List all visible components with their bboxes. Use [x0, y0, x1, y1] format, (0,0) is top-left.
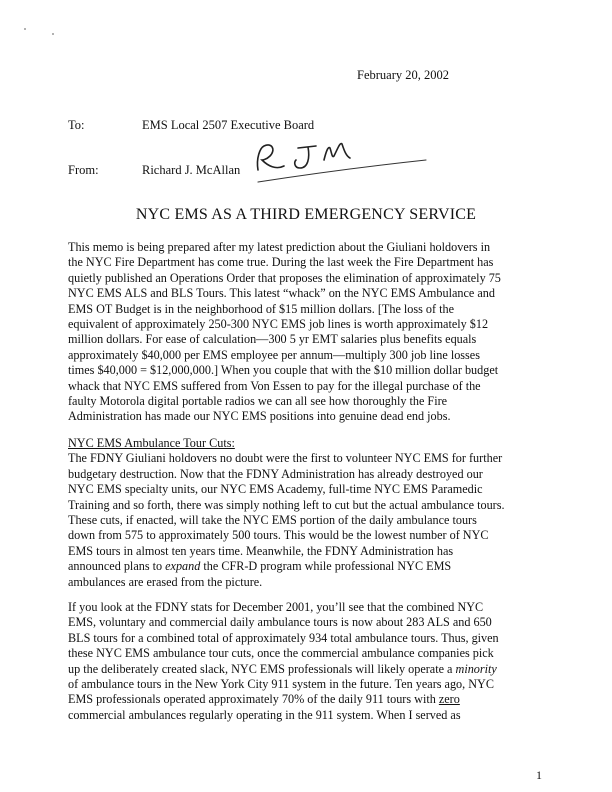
text-line: NYC EMS specialty units, our NYC EMS Academy, full-time NYC EMS Paramedic: [68, 482, 483, 497]
text-line: whack that NYC EMS suffered from Von Essen to pay for the illegal purchase of the: [68, 378, 481, 393]
to-recipient: EMS Local 2507 Executive Board: [142, 118, 315, 132]
emphasis-text: minority: [455, 661, 497, 676]
text-line: million dollars. For ease of calculation—300 5 yr EMT salaries plus benefits equals: [68, 332, 477, 347]
text-line: EMS OT Budget is in the neighborhood of $15 million dollars. [The loss of the: [68, 301, 455, 316]
memo-title: NYC EMS AS A THIRD EMERGENCY SERVICE: [135, 206, 477, 223]
paragraph-2: [68, 436, 556, 590]
text-line: faulty Motorola digital portable radios we can all see how thoroughly the Fire: [68, 394, 448, 409]
handwritten-signature: [250, 136, 430, 184]
text-line: The FDNY Giuliani holdovers no doubt were the first to volunteer NYC EMS for further: [68, 451, 503, 466]
emphasis-text: expand: [165, 559, 201, 574]
section-heading: NYC EMS Ambulance Tour Cuts:: [68, 436, 235, 450]
text-line: budgetary destruction. Now that the FDNY Administration has already destroyed our: [68, 466, 483, 481]
text-line: Administration has made our NYC EMS positions into genuine dead end jobs.: [68, 409, 451, 424]
text-line: BLS tours for a combined total of approximately 934 total ambulance tours. Thus, given: [68, 630, 499, 645]
text-line: [68, 692, 556, 707]
text-line: If you look at the FDNY stats for December 2001, you’ll see that the combined NYC: [68, 600, 484, 614]
text-line: Training and so forth, there was simply nothing left to cut but the actual ambulance tours.: [68, 497, 505, 512]
memo-date: February 20, 2002: [357, 68, 449, 82]
from-sender: Richard J. McAllan: [142, 163, 241, 177]
text-line: times $40,000 = $12,000,000.] When you couple that with the $10 million dollar budget: [68, 363, 499, 378]
text-line: approximately $40,000 per EMS employee per annum—multiply 300 job line losses: [68, 347, 480, 362]
text-run: EMS professionals operated approximately 70% of the daily 911 tours with: [68, 692, 439, 707]
text-line: of ambulance tours in the New York City 911 system in the future. Ten years ago, NYC: [68, 677, 494, 692]
text-line: EMS tours in almost ten years time. Meanwhile, the FDNY Administration has: [68, 543, 454, 558]
text-run: the CFR-D program while professional NYC EMS: [200, 559, 452, 574]
text-line: ambulances are erased from the picture.: [68, 574, 263, 589]
text-run: announced plans to: [68, 559, 166, 574]
to-label: To:: [68, 118, 85, 132]
text-line: [68, 662, 556, 677]
text-line: quietly published an Operations Order that proposes the elimination of approximately 75: [68, 270, 501, 285]
text-line: the NYC Fire Department has come true. During the last week the Fire Department has: [68, 255, 494, 270]
text-line: This memo is being prepared after my latest prediction about the Giuliani holdovers in: [68, 240, 491, 254]
from-label: From:: [68, 163, 99, 177]
text-line: equivalent of approximately 250-300 NYC EMS job lines is worth approximately $12: [68, 317, 489, 332]
scan-speck: [52, 33, 54, 35]
text-line: EMS, voluntary and commercial daily ambulance tours is now about 283 ALS and 650: [68, 615, 492, 630]
scan-speck: [24, 28, 26, 30]
text-line: these NYC EMS ambulance tour cuts, once the commercial ambulance companies pick: [68, 646, 494, 661]
text-line: down from 575 to approximately 500 tours. This would be the lowest number of NYC: [68, 528, 489, 543]
text-line: [68, 559, 556, 574]
text-line: commercial ambulances regularly operating in the 911 system. When I served as: [68, 707, 461, 722]
text-run: up the deliberately created slack, NYC EMS professionals will likely operate a: [68, 661, 456, 676]
text-line: These cuts, if enacted, will take the NYC EMS portion of the daily ambulance tours: [68, 513, 477, 528]
underlined-text: zero: [438, 692, 460, 707]
text-line: NYC EMS ALS and BLS Tours. This latest “whack” on the NYC EMS Ambulance and: [68, 286, 495, 301]
page-number: 1: [536, 768, 542, 782]
paragraph-1: [68, 240, 556, 425]
paragraph-3: [68, 600, 556, 723]
